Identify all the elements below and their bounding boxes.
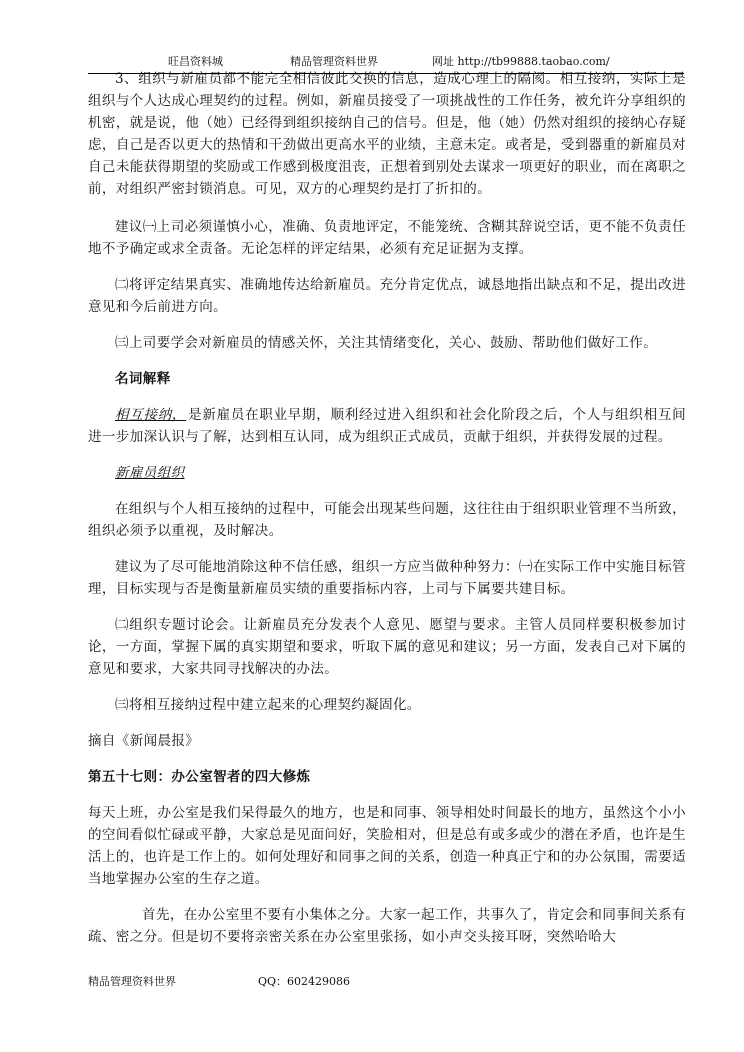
section-heading-glossary: 名词解释 [115,371,171,387]
paragraph-efforts-2: ㈡组织专题讨论会。让新雇员充分发表个人意见、愿望与要求。主管人员同样要积极参加讨论，一方面，掌握下属的真实期望和要求，听取下属的意见和建议；另一方面，发表自己对下属的意见和要求，大家共同寻找解决的办法。 [88,617,686,677]
footer-qq: QQ：602429086 [258,975,351,988]
paragraph-office-first: 首先，在办公室里不要有小集体之分。大家一起工作，共事久了，肯定会和同事间关系有疏、密之分。但是切不要将亲密关系在办公室里张扬，如小声交头接耳呀，突然哈哈大 [88,907,686,945]
paragraph-efforts-3: ㈢将相互接纳过程中建立起来的心理契约凝固化。 [115,697,421,713]
paragraph-suggestion-2: ㈡将评定结果真实、准确地传达给新雇员。充分肯定优点，诚恳地指出缺点和不足，提出改进意见和今后前进方向。 [88,277,686,315]
term-mutual-acceptance: 相互接纳， [115,407,187,423]
footer-brand: 精品管理资料世界 [88,975,176,988]
paragraph-term-heading [88,462,686,484]
definition-text: 是新雇员在职业早期，顺利经过进入组织和社会化阶段之后，个人与组织相互间进一步加深认识与了解，达到相互认同，成为组织正式成员，贡献于组织，并获得发展的过程。 [88,407,687,445]
paragraph-suggestion-3: ㈢上司要学会对新雇员的情感关怀，关注其情绪变化，关心、鼓励、帮助他们做好工作。 [115,335,658,351]
term-new-employee-organization: 新雇员组织 [115,465,185,481]
document-body [88,68,686,948]
source-citation: 摘自《新闻晨报》 [88,733,200,749]
paragraph-efforts-1: 建议为了尽可能地消除这种不信任感，组织一方应当做种种努力：㈠在实际工作中实施目标管理，目标实现与否是衡量新雇员实绩的重要指标内容，上司与下属要共建目标。 [88,559,686,597]
paragraph-psychological-contract: 3、组织与新雇员都不能完全相信彼此交换的信息，造成心理上的隔阂。相互接纳，实际上是组织与个人达成心理契约的过程。例如，新雇员接受了一项挑战性的工作任务，被允许分享组织的机密，就是说，他（她）已经得到组织接纳自己的信号。但是，他（她）仍然对组织的接纳心存疑虑，自己是否以更大的热情和干劲做出更高水平的业绩，主意未定。或者是，受到器重的新雇员对自己未能获得期望的奖励或工作感到极度沮丧，正想着到别处去谋求一项更好的职业，而在离职之前，对组织严密封锁消息。可见，双方的心理契约是打了折扣的。 [88,71,686,197]
paragraph-suggestion-1: 建议㈠上司必须谨慎小心，准确、负责地评定，不能笼统、含糊其辞说空话，更不能不负责任地不予确定或求全责备。无论怎样的评定结果，必须有充足证据为支撑。 [88,219,686,257]
paragraph-office-intro: 每天上班，办公室是我们呆得最久的地方，也是和同事、领导相处时间最长的地方，虽然这个小小的空间看似忙碌或平静，大家总是见面问好，笑脸相对，但是总有或多或少的潜在矛盾，也许是生活上的，也许是工作上的。如何处理好和同事之间的关系，创造一种真正宁和的办公氛围，需要适当地掌握办公室的生存之道。 [88,805,686,887]
header-url: 网址 http://tb99888.taobao.com/ [432,55,610,68]
header-brand: 精品管理资料世界 [290,55,378,68]
paragraph-problems: 在组织与个人相互接纳的过程中，可能会出现某些问题，这往往由于组织职业管理不当所致，组织必须予以重视，及时解决。 [88,501,686,539]
section-title-rule-57: 第五十七则：办公室智者的四大修炼 [88,769,311,785]
header-shop-name: 旺昌资料城 [168,55,223,68]
paragraph-definition [88,404,686,448]
